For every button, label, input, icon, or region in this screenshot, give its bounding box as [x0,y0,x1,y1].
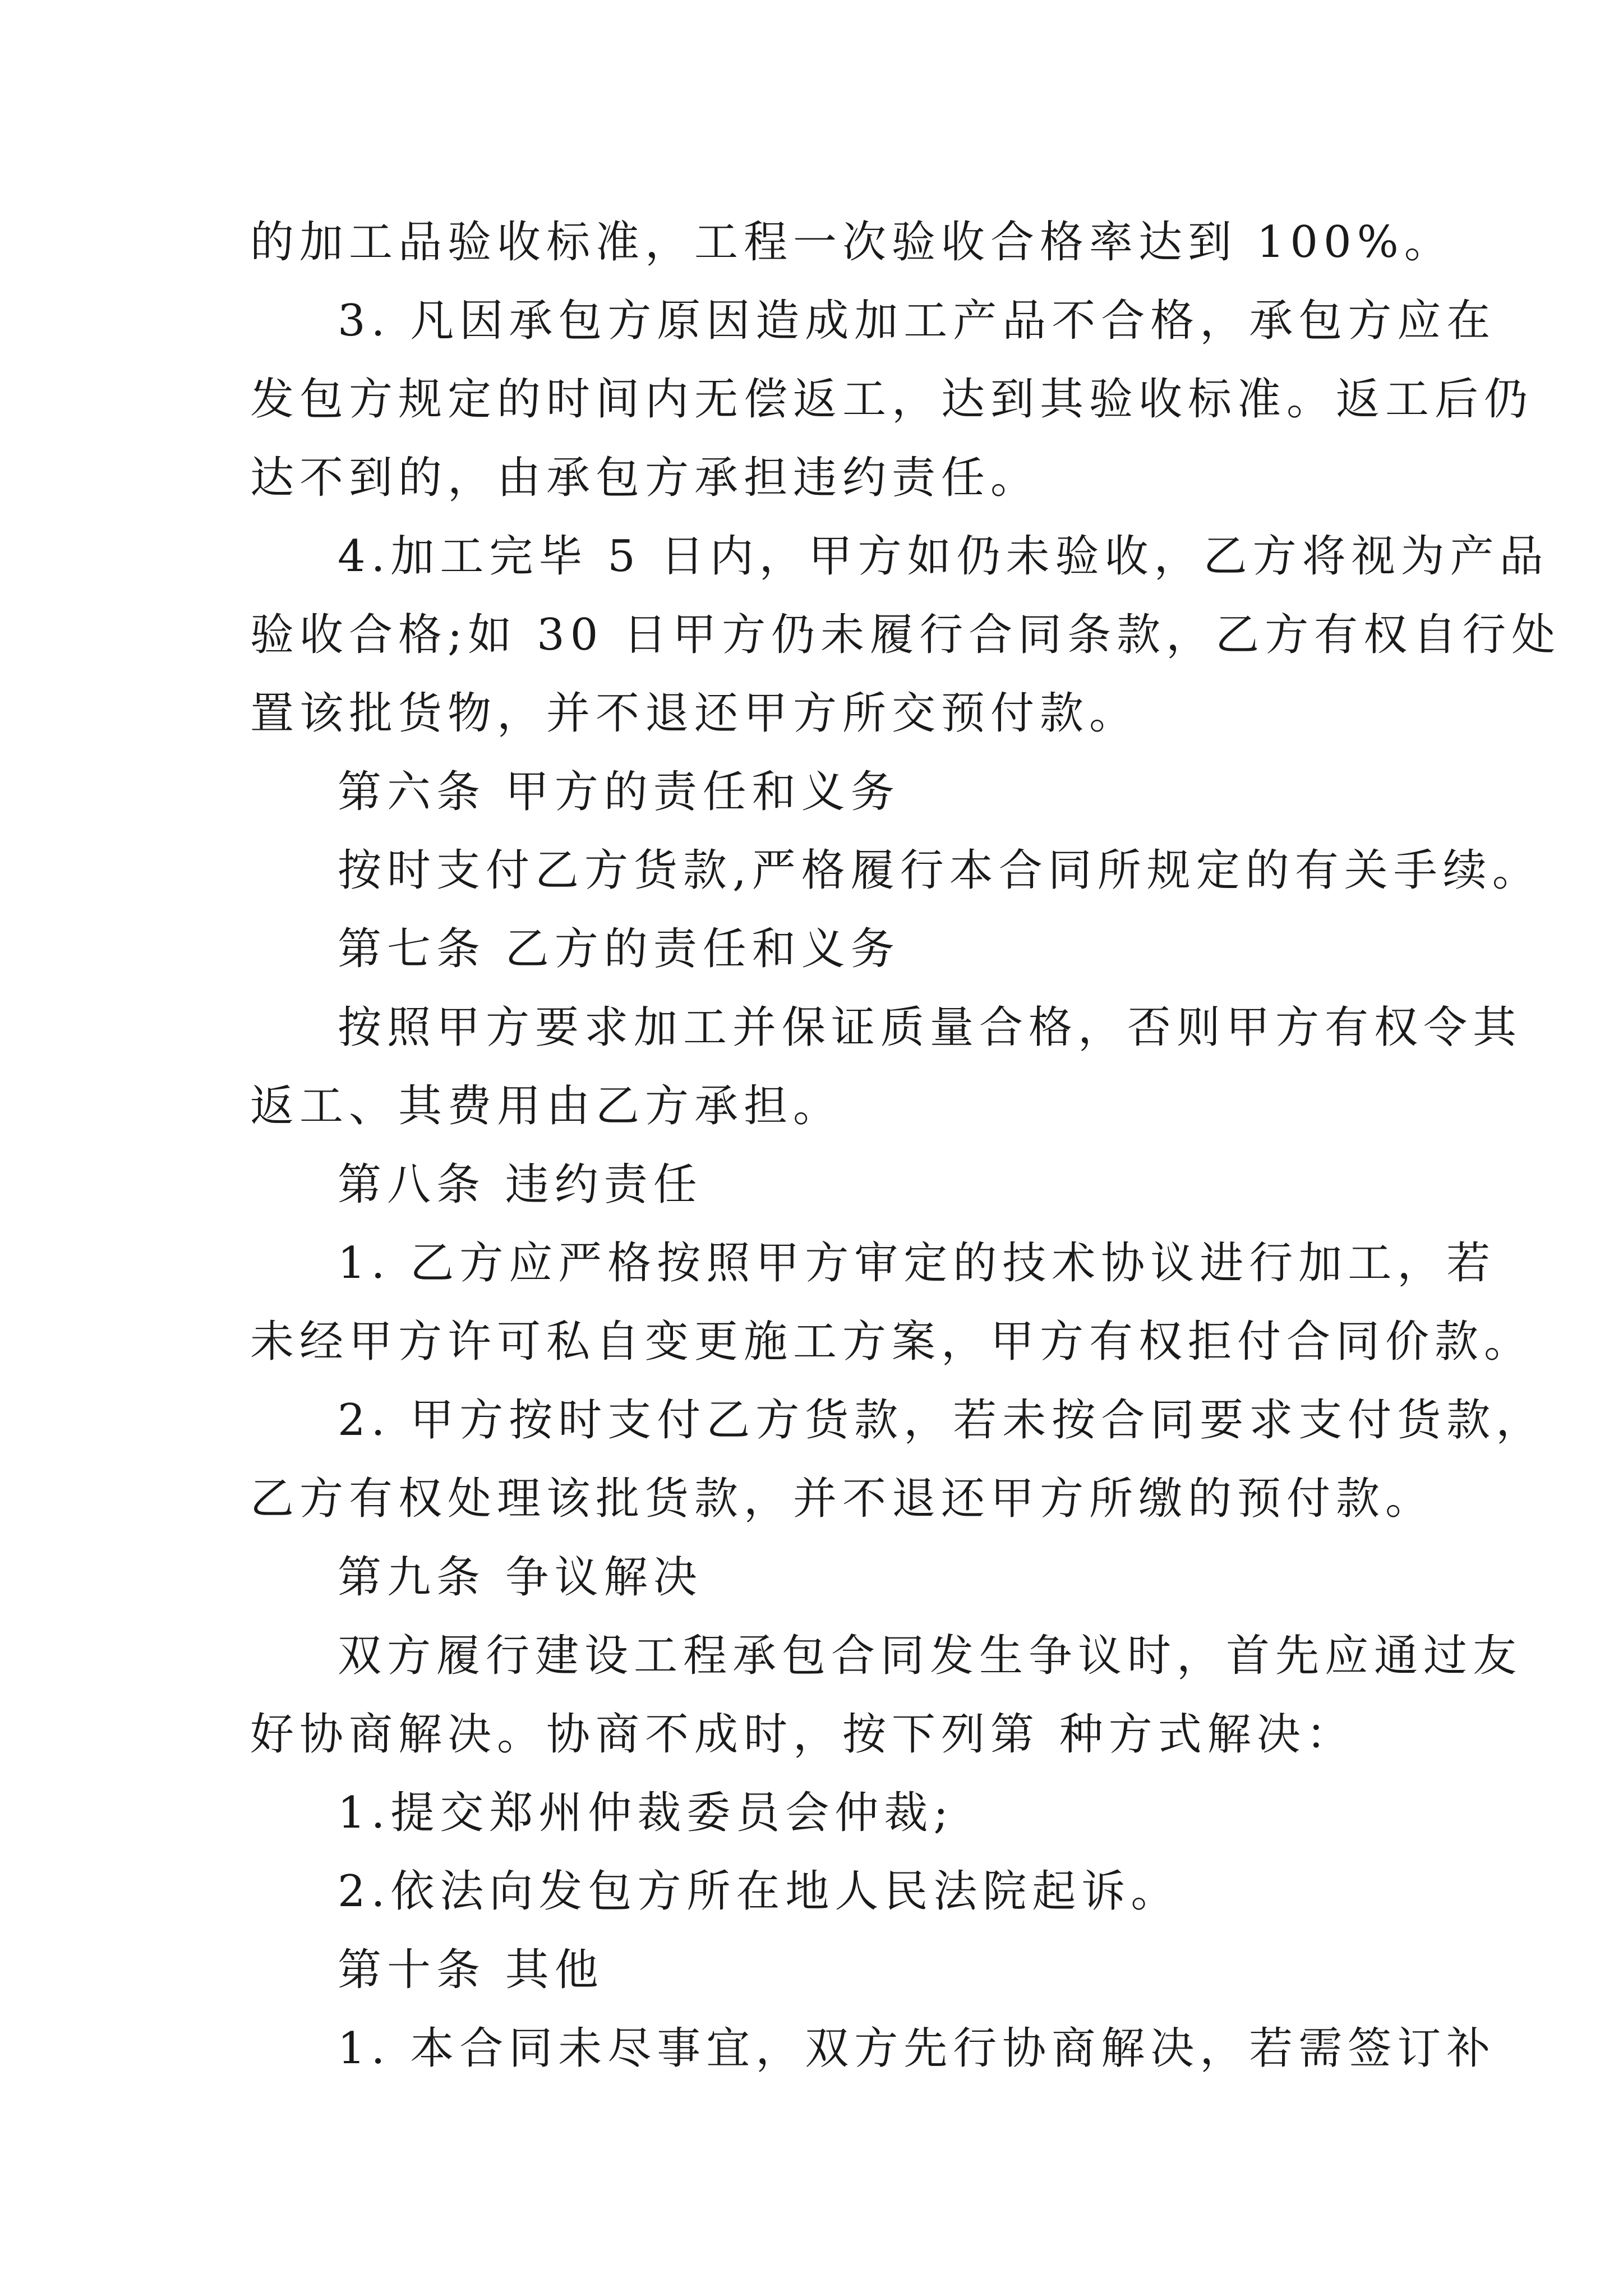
section-heading-6: 第六条 甲方的责任和义务 [338,767,900,817]
text-line-14: 1. 乙方应严格按照甲方审定的技术协议进行加工，若 [338,1238,1496,1289]
section-heading-10: 第十条 其他 [338,1945,604,1995]
text-line-17: 乙方有权处理该批货款，并不退还甲方所缴的预付款。 [250,1474,1435,1524]
section-heading-9: 第九条 争议解决 [338,1552,703,1603]
section-heading-7: 第七条 乙方的责任和义务 [338,924,900,974]
text-line-24: 1. 本合同未尽事宜，双方先行协商解决，若需签订补 [338,2023,1496,2074]
text-line-5: 4.加工完毕 5 日内，甲方如仍未验收，乙方将视为产品 [338,531,1549,582]
section-heading-8: 第八条 违约责任 [338,1159,703,1210]
text-line-7: 置该批货物，并不退还甲方所交预付款。 [250,688,1139,739]
text-line-9: 按时支付乙方货款,严格履行本合同所规定的有关手续。 [338,845,1542,896]
text-line-1: 的加工品验收标准，工程一次验收合格率达到 100%。 [250,217,1454,268]
text-line-19: 双方履行建设工程承包合同发生争议时，首先应通过友 [338,1631,1523,1681]
text-line-16: 2. 甲方按时支付乙方货款，若未按合同要求支付货款， [338,1395,1546,1446]
text-line-4: 达不到的，由承包方承担违约责任。 [250,453,1040,503]
text-line-12: 返工、其费用由乙方承担。 [250,1081,843,1131]
text-line-2: 3. 凡因承包方原因造成加工产品不合格，承包方应在 [338,296,1496,346]
text-line-11: 按照甲方要求加工并保证质量合格，否则甲方有权令其 [338,1002,1523,1053]
text-line-20: 好协商解决。协商不成时，按下列第 种方式解决： [250,1709,1355,1760]
text-line-21: 1.提交郑州仲裁委员会仲裁; [338,1788,954,1838]
text-line-6: 验收合格;如 30 日甲方仍未履行合同条款，乙方有权自行处 [250,610,1561,660]
text-line-15: 未经甲方许可私自变更施工方案，甲方有权拒付合同价款。 [250,1317,1534,1367]
text-line-22: 2.依法向发包方所在地人民法院起诉。 [338,1866,1181,1917]
text-line-3: 发包方规定的时间内无偿返工，达到其验收标准。返工后仍 [250,374,1534,425]
